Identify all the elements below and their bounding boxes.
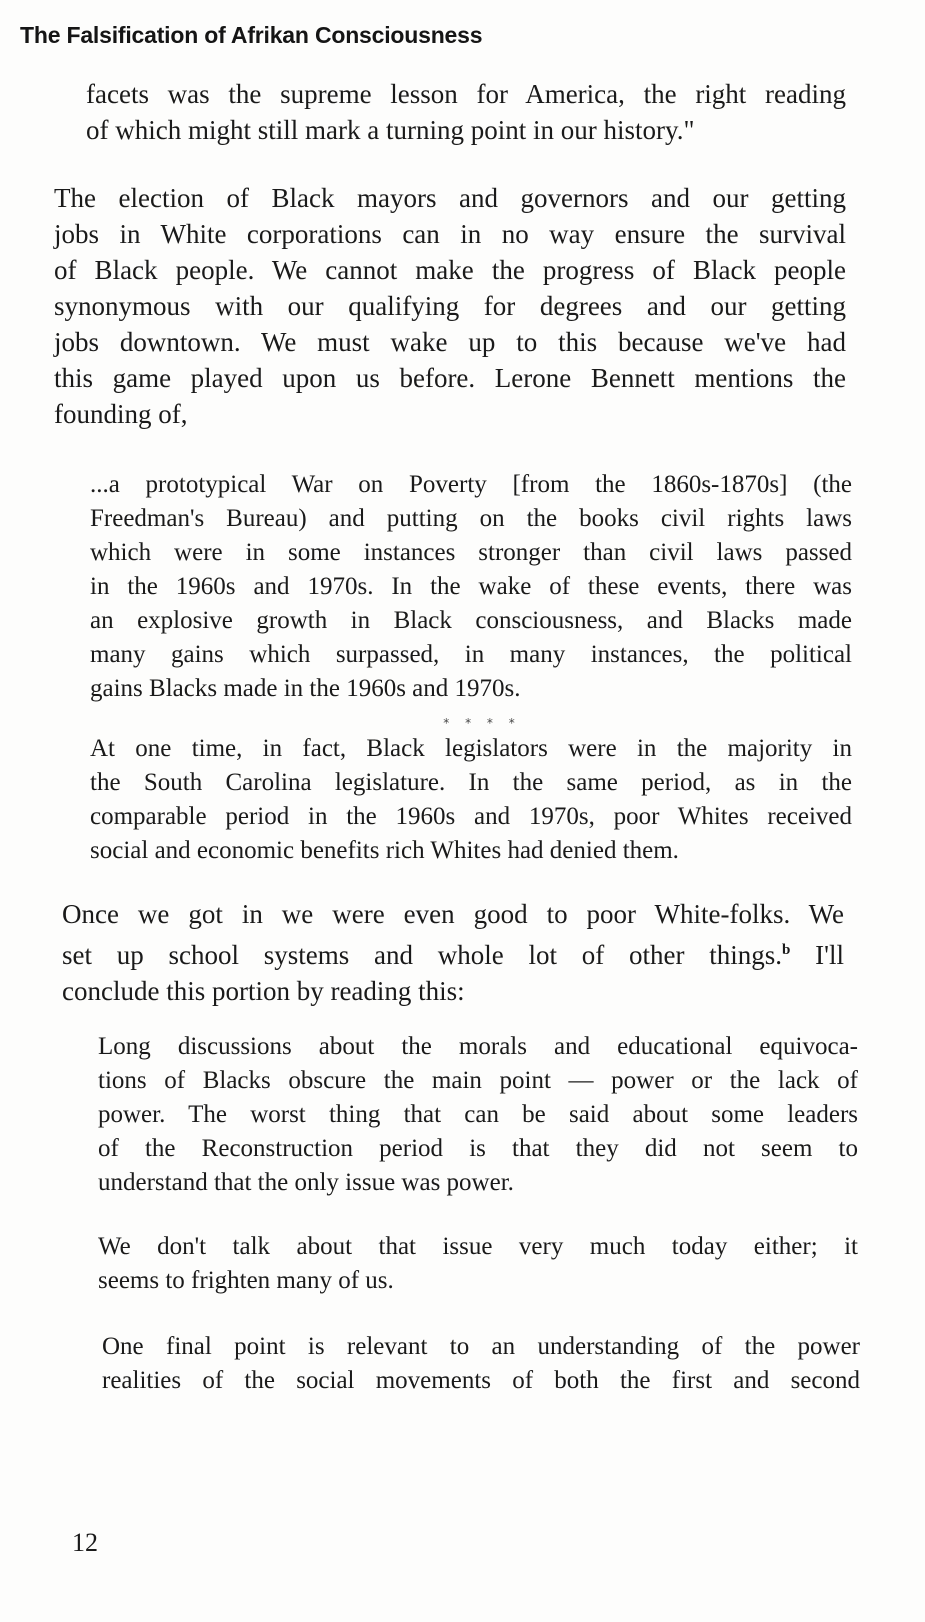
page-number: 12 (72, 1528, 98, 1557)
text-line: The election of Black mayors and governors and our getting (54, 183, 846, 213)
quote-line: social and economic benefits rich Whites had denied them. (90, 837, 679, 864)
paragraph-final-point (102, 1330, 860, 1398)
text-line: founding of, (54, 399, 188, 429)
quote-line: Freedman's Bureau) and putting on the books civil rights laws (90, 505, 852, 532)
text-line: this game played upon us before. Lerone Bennett mentions the (54, 363, 846, 393)
paragraph-election (54, 180, 846, 432)
text-line (62, 932, 844, 973)
text-line: We don't talk about that issue very much today either; it (98, 1233, 858, 1260)
text-line: Once we got in we were even good to poor White-folks. We (62, 899, 844, 929)
quote-line: an explosive growth in Black consciousness, and Blacks made (90, 607, 852, 634)
text-line: jobs in White corporations can in no way ensure the survival (54, 219, 846, 249)
text-line: realities of the social movements of both the first and second (102, 1367, 860, 1394)
text-line: synonymous with our qualifying for degrees and our getting (54, 291, 846, 321)
block-quote-bennett (90, 468, 852, 706)
block-quote-power (98, 1030, 858, 1200)
text-line-tail: I'll (790, 940, 844, 970)
paragraph-dont-talk (98, 1230, 858, 1298)
quote-line: comparable period in the 1960s and 1970s, poor Whites received (90, 803, 852, 830)
quote-line: power. The worst thing that can be said about some leaders (98, 1101, 858, 1128)
text-line: facets was the supreme lesson for America, the right reading (86, 79, 846, 109)
quote-line: tions of Blacks obscure the main point — power or the lack of (98, 1067, 858, 1094)
quote-line: in the 1960s and 1970s. In the wake of these events, there was (90, 573, 852, 600)
quote-line: ...a prototypical War on Poverty [from the 1860s-1870s] (the (90, 471, 852, 498)
quote-line: which were in some instances stronger than civil laws passed (90, 539, 852, 566)
text-line: conclude this portion by reading this: (62, 976, 465, 1006)
quote-line: the South Carolina legislature. In the same period, as in the (90, 769, 852, 796)
quote-line: many gains which surpassed, in many instances, the political (90, 641, 852, 668)
quote-line: gains Blacks made in the 1960s and 1970s. (90, 675, 521, 702)
text-line: One final point is relevant to an understanding of the power (102, 1333, 860, 1360)
footnote-marker[interactable]: b (782, 942, 791, 958)
text-line: jobs downtown. We must wake up to this because we've had (54, 327, 846, 357)
running-head: The Falsification of Afrikan Consciousness (20, 22, 483, 48)
quote-line: At one time, in fact, Black legislators were in the majority in (90, 735, 852, 762)
paragraph-continuation (86, 76, 846, 148)
text-line: of Black people. We cannot make the progress of Black people (54, 255, 846, 285)
text-line-body: set up school systems and whole lot of other things. (62, 940, 783, 970)
section-separator: * * * * (443, 716, 521, 730)
quote-line: understand that the only issue was power. (98, 1169, 514, 1196)
block-quote-legislature (90, 732, 852, 868)
quote-line: of the Reconstruction period is that they did not seem to (98, 1135, 858, 1162)
quote-line: Long discussions about the morals and educational equivoca- (98, 1033, 858, 1060)
text-line: of which might still mark a turning point in our history." (86, 115, 695, 145)
paragraph-once-we-got-in (62, 896, 844, 1009)
text-line: seems to frighten many of us. (98, 1267, 394, 1294)
